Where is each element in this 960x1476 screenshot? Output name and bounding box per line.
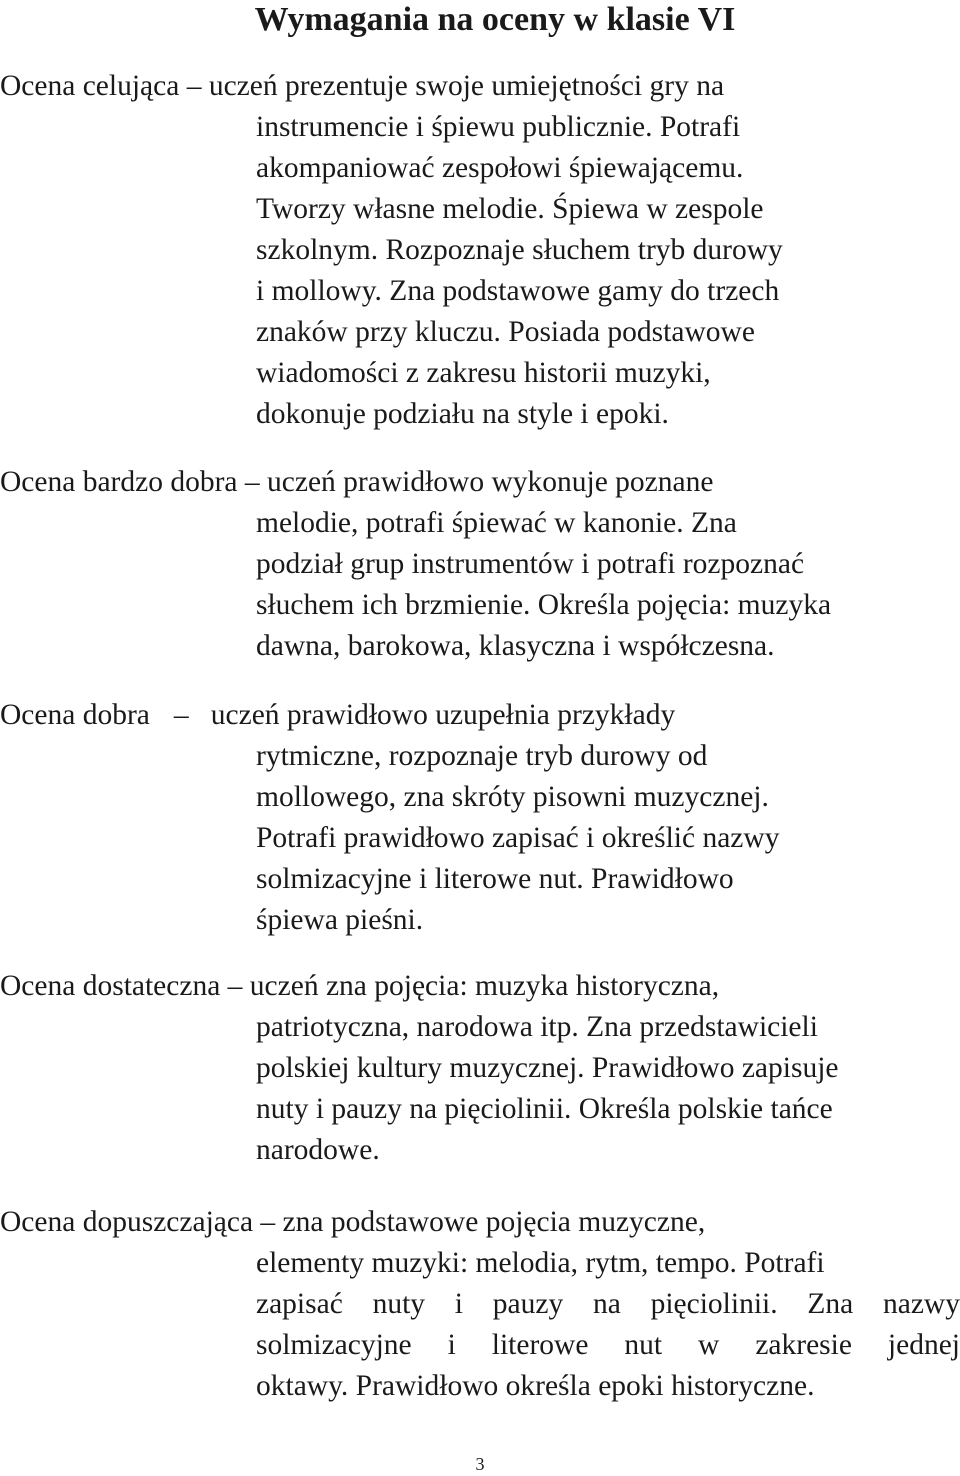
grade-dopuszczajaca [0,1202,960,1407]
grade-line [0,1284,960,1325]
grade-line: narodowe. [256,1134,380,1166]
grade-line: Ocena bardzo dobra – uczeń prawidłowo wykonuje poznane [0,466,714,498]
grade-dostateczna [0,966,960,1171]
grade-first-line [0,695,960,736]
grade-line: szkolnym. Rozpoznaje słuchem tryb durowy [256,234,783,266]
grade-line: solmizacyjne i literowe nut. Prawidłowo [256,863,734,895]
grade-line: instrumencie i śpiewu publicznie. Potrafi [256,111,741,143]
grade-line: Ocena dopuszczająca – zna podstawowe pojęcia muzyczne, [0,1206,706,1238]
grade-line: rytmiczne, rozpoznaje tryb durowy od [256,740,708,772]
page-title: Wymagania na oceny w klasie VI [254,1,736,38]
grade-line: melodie, potrafi śpiewać w kanonie. Zna [256,507,737,539]
grade-celujaca [0,66,960,435]
grade-dobra [0,695,960,941]
page-number: 3 [475,1454,485,1474]
grade-line: wiadomości z zakresu historii muzyki, [256,357,711,389]
grade-line: Potrafi prawidłowo zapisać i określić nazwy [256,822,780,854]
grade-line: – uczeń prawidłowo uzupełnia przykłady [173,699,676,731]
grade-line: i mollowy. Zna podstawowe gamy do trzech [256,275,780,307]
grade-line: akompaniować zespołowi śpiewającemu. [256,152,744,184]
grade-line: polskiej kultury muzycznej. Prawidłowo zapisuje [256,1052,839,1084]
grade-line: słuchem ich brzmienie. Określa pojęcia: muzyka [256,589,832,621]
grade-label: Ocena dobra [0,699,150,731]
grade-line-justified: zapisać nuty i pauzy na pięciolinii. Zna nazwy [256,1288,960,1320]
grade-line: podział grup instrumentów i potrafi rozpoznać [256,548,805,580]
grade-line: dawna, barokowa, klasyczna i współczesna. [256,630,775,662]
grade-line-justified: solmizacyjne i literowe nut w zakresie jednej [256,1329,960,1361]
grade-line: dokonuje podziału na style i epoki. [256,398,669,430]
grade-line: oktawy. Prawidłowo określa epoki historyczne. [256,1370,815,1402]
grade-line: nuty i pauzy na pięciolinii. Określa polskie tańce [256,1093,833,1125]
grade-line: znaków przy kluczu. Posiada podstawowe [256,316,755,348]
grade-line: mollowego, zna skróty pisowni muzycznej. [256,781,769,813]
grade-line: śpiewa pieśni. [256,904,424,936]
grade-line: Tworzy własne melodie. Śpiewa w zespole [256,193,764,225]
grade-line [0,1325,960,1366]
grade-line: elementy muzyki: melodia, rytm, tempo. Potrafi [256,1247,825,1279]
grade-line: Ocena dostateczna – uczeń zna pojęcia: muzyka historyczna, [0,970,720,1002]
grade-line: patriotyczna, narodowa itp. Zna przedstawicieli [256,1011,818,1043]
grade-line: Ocena celująca – uczeń prezentuje swoje umiejętności gry na [0,70,725,102]
grade-bardzo-dobra [0,462,960,667]
